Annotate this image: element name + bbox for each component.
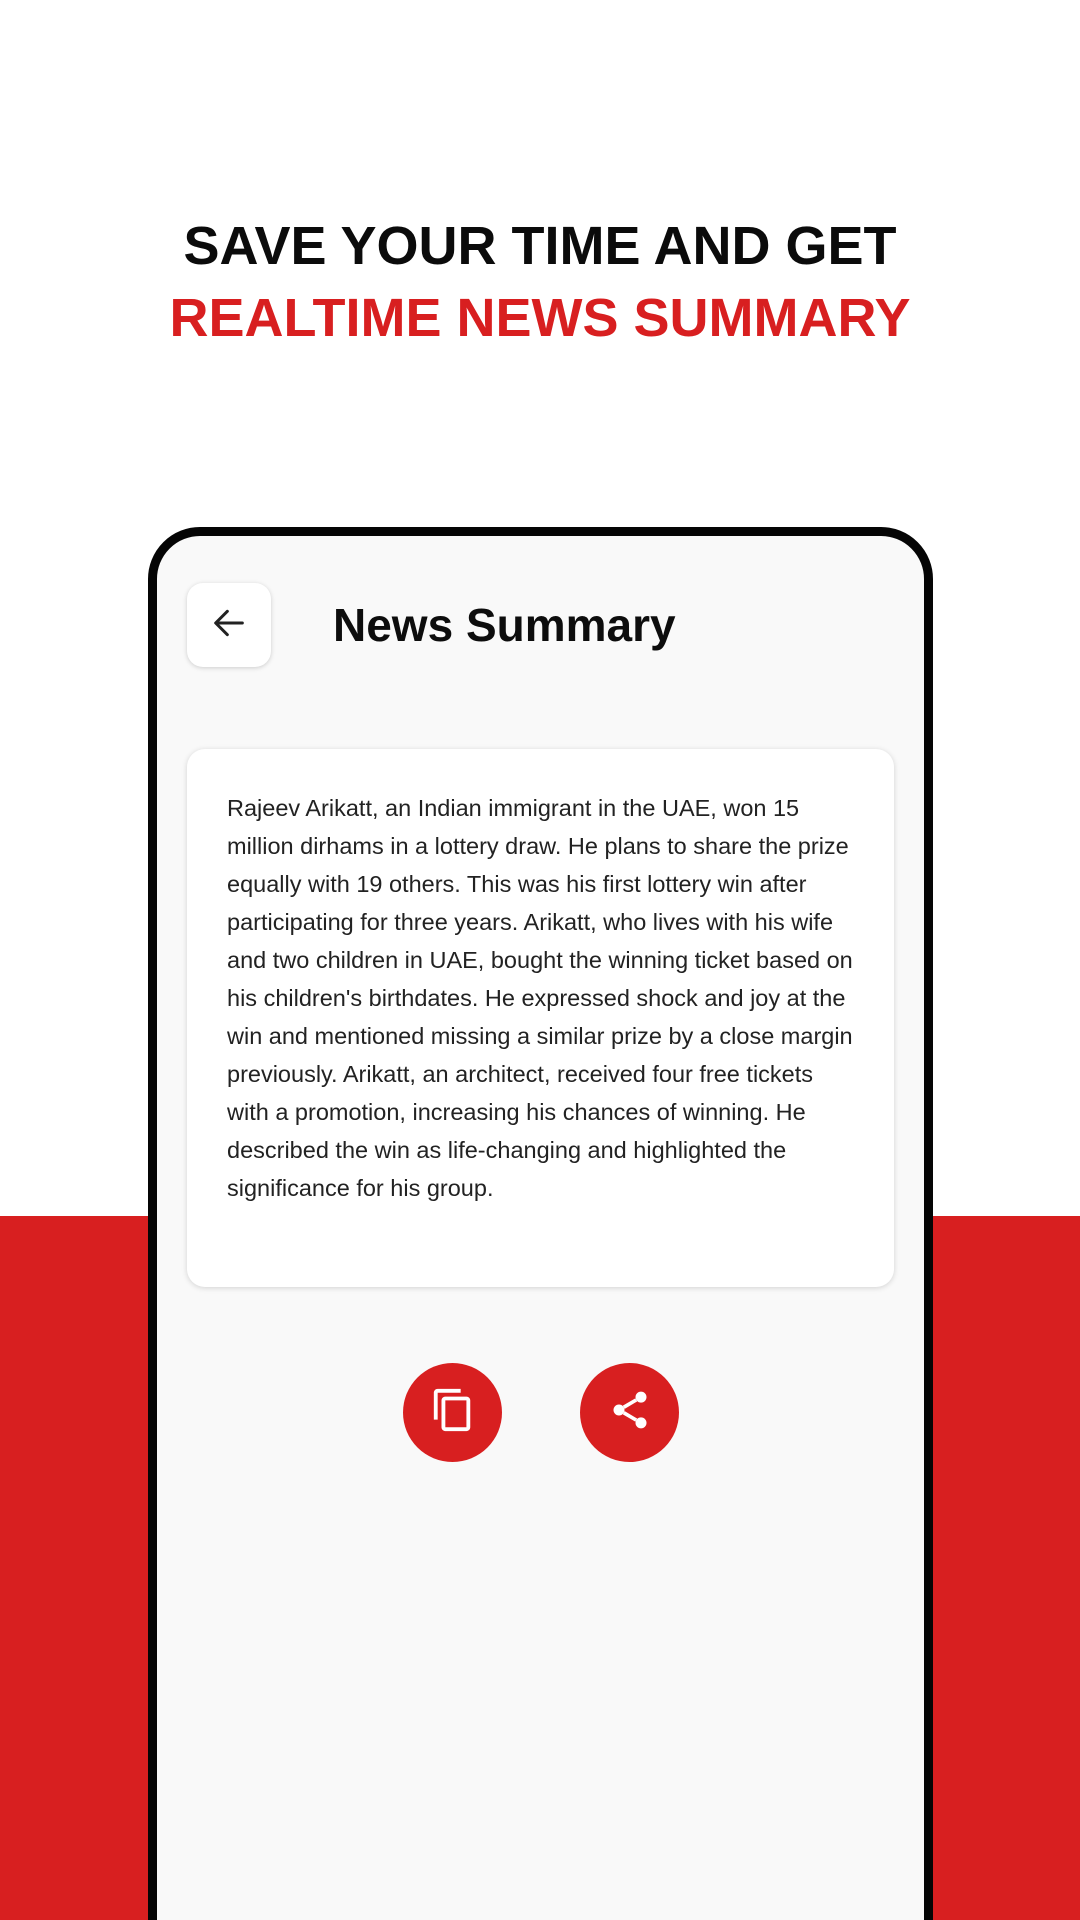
share-button[interactable]: [580, 1363, 679, 1462]
arrow-left-icon: [209, 603, 249, 648]
phone-mockup: [148, 527, 933, 1920]
headline-line-2: REALTIME NEWS SUMMARY: [169, 288, 911, 348]
promo-headline: [0, 210, 1080, 354]
copy-icon: [430, 1387, 476, 1438]
share-icon: [608, 1388, 652, 1437]
screen-title: News Summary: [333, 599, 676, 651]
summary-text: Rajeev Arikatt, an Indian immigrant in the UAE, won 15 million dirhams in a lottery draw. He plans to share the prize equally with 19 others. This was his first lottery win after participating for three years. Arikatt, who lives with his wife and two children in UAE, bought the winning ticket based on his children's birthdates. He expressed shock and joy at the win and mentioned missing a similar prize by a close margin previously. Arikatt, an architect, received four free tickets with a promotion, increasing his chances of winning. He described the win as life-changing and highlighted the significance for his group.: [227, 795, 853, 1201]
summary-card: [187, 749, 894, 1287]
copy-button[interactable]: [403, 1363, 502, 1462]
headline-line-1: SAVE YOUR TIME AND GET: [183, 216, 897, 276]
back-button[interactable]: [187, 583, 271, 667]
